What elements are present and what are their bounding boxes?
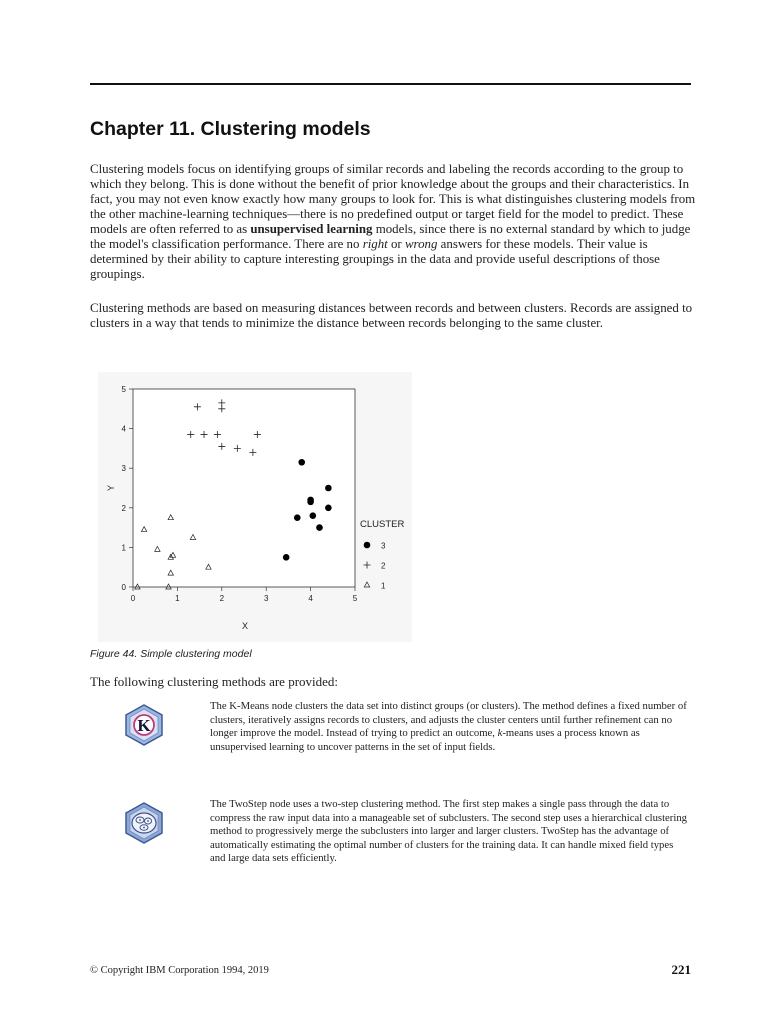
x-tick-label: 5 (352, 594, 358, 603)
distance-paragraph: Clustering methods are based on measuring distances between records and between clusters. Records are assigned to clusters in a way that tends to minimize the distance between records belonging to the same cluster. (90, 301, 693, 330)
twostep-node-icon (123, 802, 165, 844)
italic-term: wrong (404, 237, 438, 251)
text-run: answers for these models. Their value is determined by their ability to capture interesting groupings in the data and provide useful descriptions of those groupings. (90, 237, 660, 281)
text-run: models, since there is no external standard by which to judge the model's classification performance. There are no (90, 222, 691, 251)
cluster-3-point (325, 505, 332, 512)
scatter-svg (98, 372, 412, 642)
x-tick-label: 3 (263, 594, 269, 603)
chapter-title: Chapter 11. Clustering models (90, 118, 371, 140)
text-run: The K-Means node clusters the data set into distinct groups (or clusters). The method defines a fixed number of clusters, iteratively assigns records to clusters, and adjusts the cluster centers until further refinement can no longer improve the model. Instead of trying to predict an outcome, (210, 700, 687, 740)
x-tick-label: 1 (175, 594, 180, 603)
cluster-3-point (298, 459, 305, 466)
y-tick-label: 3 (121, 464, 126, 474)
y-tick-label: 2 (121, 503, 126, 513)
text-run: The TwoStep node uses a two-step clustering method. The first step makes a single pass through the data to compress the raw input data into a manageable set of subclusters. The second step uses a hierarchical clustering method to progressively merge the subclusters into larger and larger clusters. TwoStep has the advantage of automatically estimating the optimal number of clusters for the training data. It can handle mixed field types and large data sets efficiently. (210, 798, 688, 865)
cluster-3-point (316, 524, 323, 531)
y-axis-label: Y (106, 484, 116, 492)
x-tick-label: 4 (308, 594, 313, 603)
figure-caption: Figure 44. Simple clustering model (90, 648, 252, 660)
cluster-3-point (283, 554, 290, 561)
header-rule (90, 83, 691, 85)
legend-marker-1 (364, 582, 369, 587)
page-number: 221 (671, 962, 691, 977)
y-tick-label: 4 (121, 424, 126, 434)
bold-term: unsupervised learning (250, 222, 373, 236)
legend-title: CLUSTER (360, 519, 405, 530)
cluster-scatter-plot (98, 372, 412, 642)
x-axis-label: X (241, 621, 249, 631)
x-tick-label: 0 (130, 594, 136, 603)
copyright-footer: © Copyright IBM Corporation 1994, 2019 (90, 965, 269, 976)
twostep-description (210, 798, 690, 866)
legend-label: 3 (381, 541, 386, 551)
y-tick-label: 5 (121, 385, 126, 394)
x-tick-label: 2 (219, 594, 225, 603)
cluster-3-point (325, 485, 332, 492)
italic-term: right (362, 237, 388, 251)
legend-marker-3 (364, 542, 371, 549)
plot-frame (133, 389, 355, 587)
legend-label: 1 (381, 581, 386, 591)
y-tick-label: 0 (121, 583, 126, 592)
italic-term: k (497, 727, 503, 740)
cluster-3-point (307, 499, 314, 506)
cluster-3-point (310, 512, 317, 519)
kmeans-description (210, 700, 690, 754)
text-run: Clustering models focus on identifying groups of similar records and labeling the records according to the group to which they belong. This is done without the benefit of prior knowledge about the groups and their characteristics. In fact, you may not even know exactly how many groups to look for. This is what distinguishes clustering models from the other machine-learning techniques—there is no predefined output or target field for the model to predict. These models are often referred to as (90, 162, 696, 236)
text-run: -means uses a process known as unsupervised learning to uncover patterns in the set of input fields. (210, 727, 640, 753)
legend-label: 2 (381, 561, 386, 571)
methods-intro: The following clustering methods are provided: (90, 674, 339, 689)
legend-marker-2 (364, 562, 371, 569)
intro-paragraph (90, 162, 698, 282)
cluster-3-point (294, 514, 301, 521)
text-run: or (387, 237, 405, 251)
kmeans-letter: K (137, 716, 151, 735)
kmeans-node-icon (123, 704, 165, 746)
y-tick-label: 1 (121, 543, 126, 553)
